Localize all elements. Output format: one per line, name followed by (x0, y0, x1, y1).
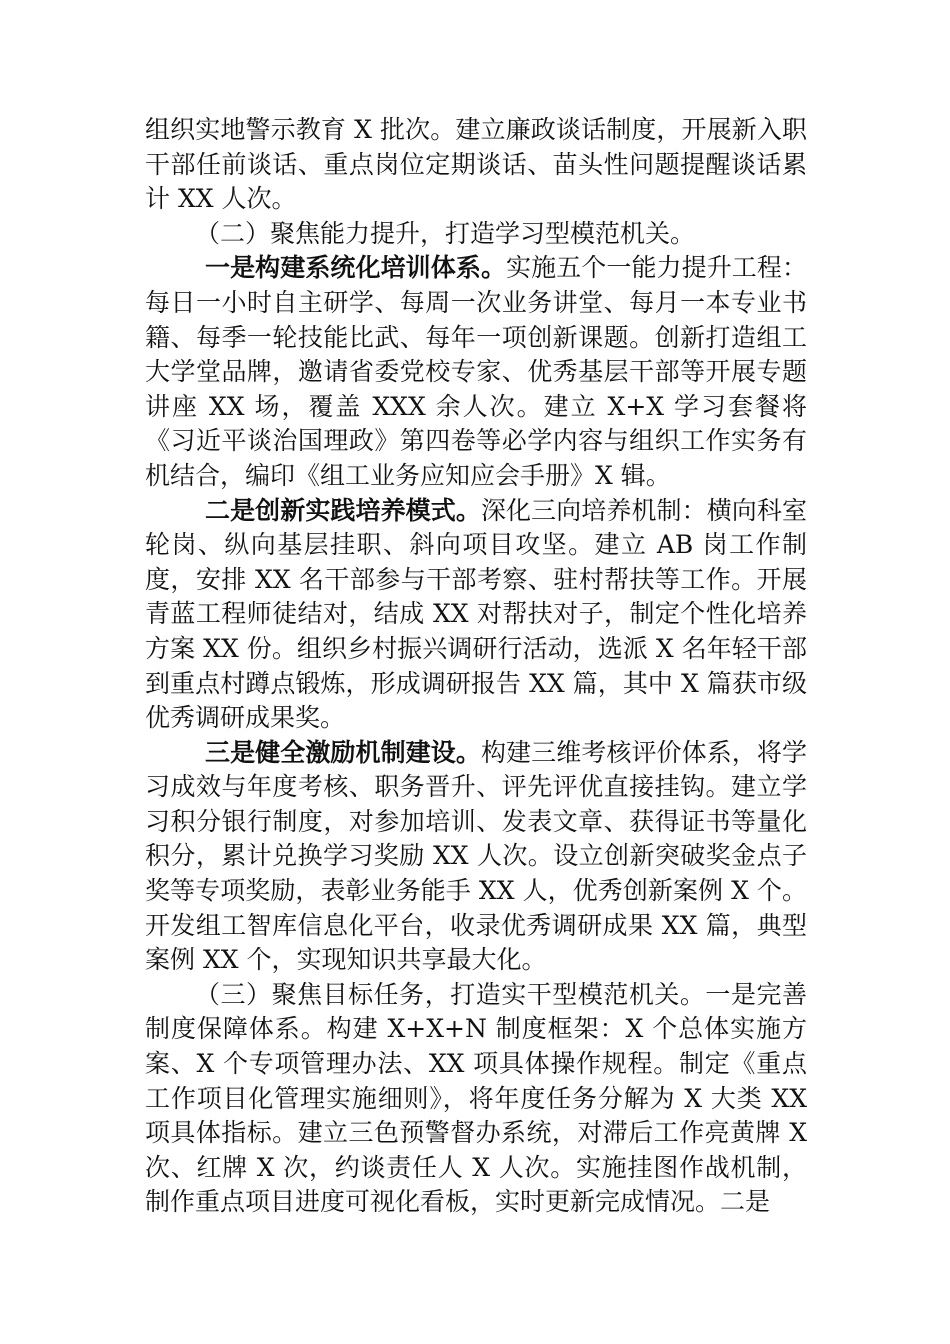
paragraph-training-system (145, 251, 807, 493)
paragraph-body-incentive: 构建三维考核评价体系，将学习成效与年度考核、职务晋升、评先评优直接挂钩。建立学习积分银行制度，对参加培训、发表文章、获得证书等量化积分，累计兑换学习奖励 XX 人次。设立创新突破奖金点子奖等专项奖励，表彰业务能手 XX 人，优秀创新案例 X 个。开发组工智库信息化平台，收录优秀调研成果 XX 篇，典型案例 XX 个，实现知识共享最大化。 (145, 737, 807, 975)
paragraph-lead-practice: 二是创新实践培养模式。 (205, 495, 481, 525)
paragraph-lead-training: 一是构建系统化培训体系。 (205, 253, 507, 283)
paragraph-body-training: 实施五个一能力提升工程：每日一小时自主研学、每周一次业务讲堂、每月一本专业书籍、每季一轮技能比武、每年一项创新课题。创新打造组工大学堂品牌，邀请省委党校专家、优秀基层干部等开展专题讲座 XX 场，覆盖 XXX 余人次。建立 X+X 学习套餐将《习近平谈治国理政》第四卷等必学内容与组织工作实务有机结合，编印《组工业务应知应会手册》X 辑。 (145, 253, 807, 490)
document-body (145, 113, 807, 1220)
paragraph-practice-mode (145, 494, 807, 736)
section-heading-target-tasks: （三）聚焦目标任务，打造实干型模范机关。一是完善制度保障体系。构建 X+X+N 制度框架：X 个总体实施方案、X 个专项管理办法、XX 项具体操作规程。制定《重点工作项目化管理实施细则》，将年度任务分解为 X 大类 XX 项具体指标。建立三色预警督办系统，对滞后工作亮黄牌 X 次、红牌 X 次，约谈责任人 X 人次。实施挂图作战机制，制作重点项目进度可视化看板，实时更新完成情况。二是 (145, 979, 807, 1217)
paragraph-warning-education: 组织实地警示教育 X 批次。建立廉政谈话制度，开展新入职干部任前谈话、重点岗位定期谈话、苗头性问题提醒谈话累计 XX 人次。 (145, 115, 807, 214)
section-heading-capability: （二）聚焦能力提升，打造学习型模范机关。 (195, 218, 696, 248)
paragraph-body-practice: 深化三向培养机制：横向科室轮岗、纵向基层挂职、斜向项目攻坚。建立 AB 岗工作制度，安排 XX 名干部参与干部考察、驻村帮扶等工作。开展青蓝工程师徒结对，结成 XX 对帮扶对子，制定个性化培养方案 XX 份。组织乡村振兴调研行活动，选派 X 名年轻干部到重点村蹲点锻炼，形成调研报告 XX 篇，其中 X 篇获市级优秀调研成果奖。 (145, 495, 807, 733)
paragraph-lead-incentive: 三是健全激励机制建设。 (205, 737, 481, 767)
paragraph-incentive-mechanism (145, 736, 807, 978)
